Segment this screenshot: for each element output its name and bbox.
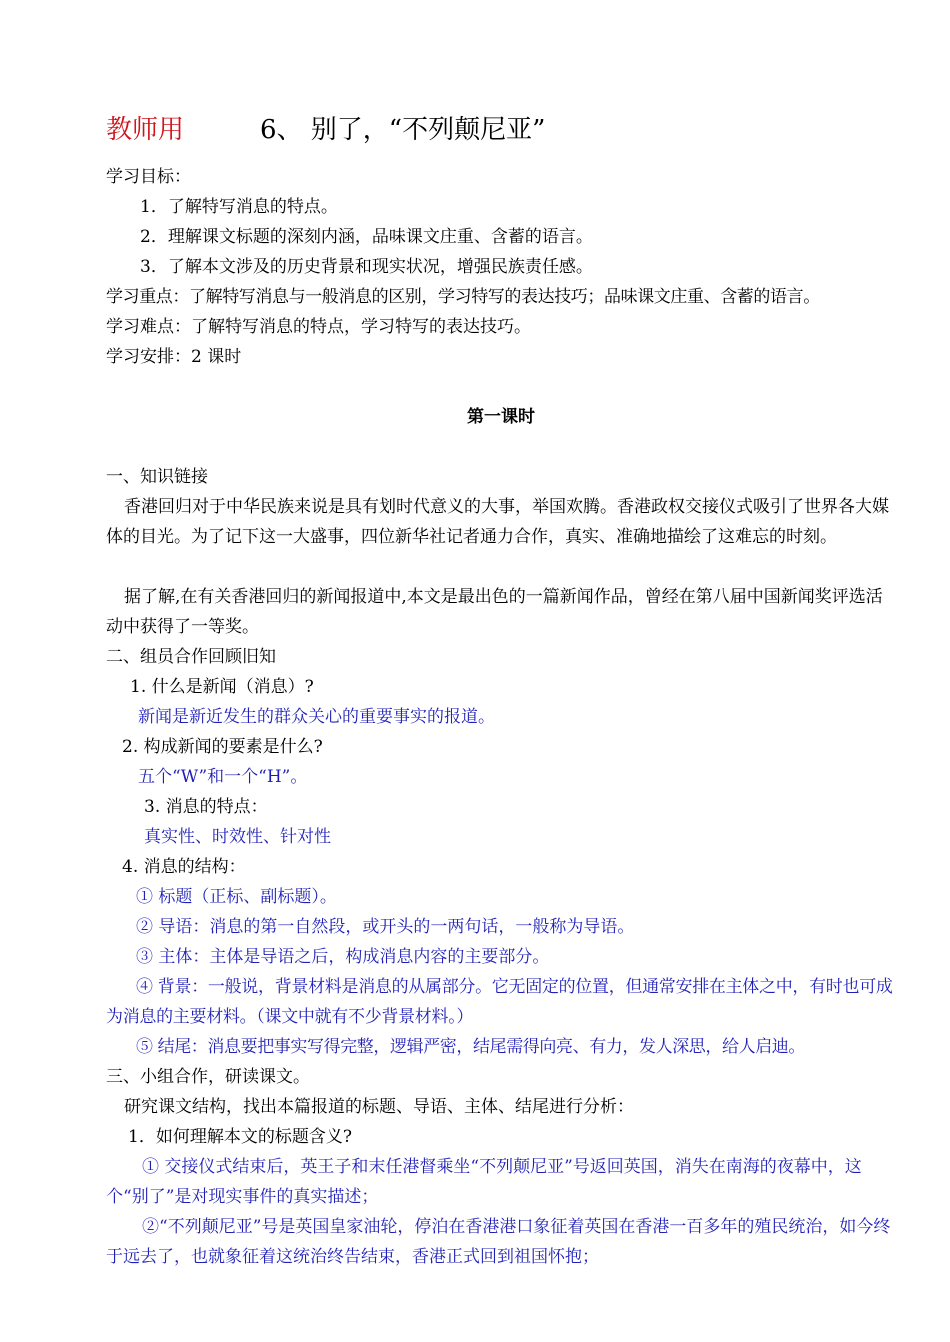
schedule: 学习安排：2 课时 [106, 347, 242, 367]
section2-heading: 二、组员合作回顾旧知 [106, 647, 276, 667]
answer: 新闻是新近发生的群众关心的重要事实的报道。 [138, 707, 495, 727]
question: 4. 消息的结构： [122, 857, 246, 877]
question: 1. 什么是新闻（消息）? [130, 677, 314, 697]
objective-item: 3．了解本文涉及的历史背景和现实状况，增强民族责任感。 [140, 257, 593, 277]
structure-item: ⑤ 结尾：消息要把事实写得完整，逻辑严密，结尾需得向亮、有力，发人深思，给人启迪。 [136, 1037, 806, 1057]
teacher-tag: 教师用 [106, 115, 185, 145]
answer: 五个“W”和一个“H”。 [138, 767, 308, 787]
answer: 真实性、时效性、针对性 [144, 827, 331, 847]
answer: ②“不列颠尼亚”号是英国皇家油轮，停泊在香港港口象征着英国在香港一百多年的殖民统治，如今终于远去了，也就象征着这统治终告结束，香港正式回到祖国怀抱； [106, 1217, 891, 1267]
section1-paragraph: 香港回归对于中华民族来说是具有划时代意义的大事，举国欢腾。香港政权交接仪式吸引了世界各大媒体的目光。为了记下这一大盛事，四位新华社记者通力合作，真实、准确地描绘了这难忘的时刻。 [106, 497, 889, 547]
period-title: 第一课时 [467, 407, 535, 427]
section1-paragraph: 据了解,在有关香港回归的新闻报道中,本文是最出色的一篇新闻作品，曾经在第八届中国新闻奖评选活动中获得了一等奖。 [106, 587, 883, 637]
answer: ① 交接仪式结束后，英王子和末任港督乘坐“不列颠尼亚”号返回英国，消失在南海的夜幕中，这个“别了”是对现实事件的真实描述； [106, 1157, 862, 1207]
structure-item: ② 导语：消息的第一自然段，或开头的一两句话，一般称为导语。 [136, 917, 635, 937]
objectives-label: 学习目标： [106, 167, 191, 187]
section1-heading: 一、知识链接 [106, 467, 208, 487]
question: 2. 构成新闻的要素是什么? [122, 737, 323, 757]
question: 1．如何理解本文的标题含义? [128, 1127, 352, 1147]
document-title [106, 112, 545, 148]
difficulties: 学习难点：了解特写消息的特点，学习特写的表达技巧。 [106, 317, 531, 337]
objective-item: 1．了解特写消息的特点。 [140, 197, 338, 217]
section3-intro: 研究课文结构，找出本篇报道的标题、导语、主体、结尾进行分析： [124, 1097, 634, 1117]
key-points: 学习重点：了解特写消息与一般消息的区别，学习特写的表达技巧；品味课文庄重、含蓄的语言。 [106, 287, 820, 307]
structure-item: ④ 背景：一般说，背景材料是消息的从属部分。它无固定的位置，但通常安排在主体之中，有时也可成为消息的主要材料。（课文中就有不少背景材料。） [106, 977, 893, 1027]
section3-heading: 三、小组合作，研读课文。 [106, 1067, 310, 1087]
lesson-title: 6、 别了，“不列颠尼亚” [260, 115, 546, 145]
objective-item: 2．理解课文标题的深刻内涵，品味课文庄重、含蓄的语言。 [140, 227, 593, 247]
structure-item: ③ 主体：主体是导语之后，构成消息内容的主要部分。 [136, 947, 550, 967]
question: 3. 消息的特点： [144, 797, 268, 817]
structure-item: ① 标题（正标、副标题）。 [136, 887, 337, 907]
